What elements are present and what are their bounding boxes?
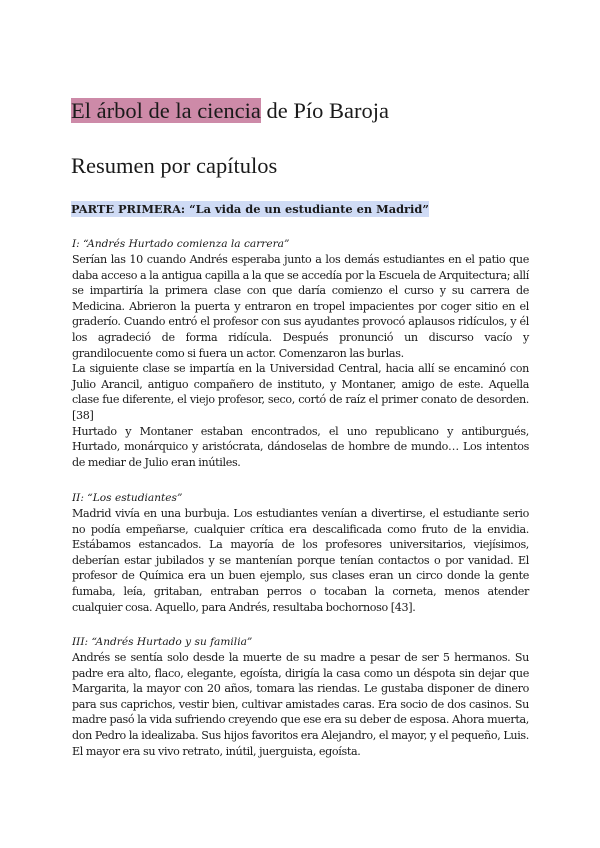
part-heading-text: PARTE PRIMERA: “La vida de un estudiante en Madrid”: [71, 202, 429, 216]
chapter-paragraph: La siguiente clase se impartía en la Universidad Central, hacia allí se encaminó con Julio Arancil, antiguo compañero de instituto, y Montaner, amigo de este. Aquella clase fue diferente, el viejo profesor, seco, cortó de raíz el primer conato de desorden.[38]: [72, 362, 529, 422]
chapter-heading: III: “Andrés Hurtado y su familia”: [72, 636, 253, 648]
chapter-section: [72, 236, 529, 470]
chapter-paragraph: Andrés se sentía solo desde la muerte de su madre a pesar de ser 5 hermanos. Su padre era alto, flaco, elegante, egoísta, dirigía la casa como un déspota sin dejar que Margarita, la mayor con 20 años, tomara las riendas. Le gustaba disponer de dinero para sus caprichos, vestir bien, cultivar amistades caras. Era socio de dos casinos. Su madre pasó la vida sufriendo creyendo que ese era su deber de esposa. Ahora muerta, don Pedro la idealizaba. Sus hijos favoritos era Alejandro, el mayor, y el pequeño, Luis. El mayor era su vivo retrato, inútil, juerguista, egoísta.: [72, 651, 529, 758]
chapter-paragraph: Hurtado y Montaner estaban encontrados, el uno republicano y antiburgués, Hurtado, monárquico y aristócrata, dándoselas de hombre de mundo… Los intentos de mediar de Julio eran inútiles.: [72, 424, 529, 469]
chapter-section: [72, 490, 529, 615]
chapter-heading: II: “Los estudiantes”: [72, 492, 183, 504]
part-heading: [71, 201, 429, 217]
document-title: [71, 97, 389, 125]
chapter-paragraph: Serían las 10 cuando Andrés esperaba junto a los demás estudiantes en el patio que daba acceso a la antigua capilla a la que se accedía por la Escuela de Arquitectura; allí se impartiría la primera clase con que daría comienzo el curso y su carrera de Medicina. Abrieron la puerta y entraron en tropel impacientes por coger sitio en el graderío. Cuando entró el profesor con sus ayudantes provocó aplausos ridículos, y él los agradeció de forma ridícula. Después pronunció un discurso vacío y grandilocuente como si fuera un actor. Comenzaron las burlas.: [72, 253, 529, 360]
chapter-paragraph: Madrid vivía en una burbuja. Los estudiantes venían a divertirse, el estudiante serio no podía empeñarse, cualquier crítica era descalificada como fruto de la envidia. Estábamos estancados. La mayoría de los profesores universitarios, viejísimos, deberían estar jubilados y se mantenían porque tenían contactos o por vanidad. El profesor de Química era un buen ejemplo, sus clases eran un circo donde la gente fumaba, leía, gritaban, entraban perros o tocaban la corneta, menos atender cualquier cosa. Aquello, para Andrés, resultaba bochornoso [43].: [72, 507, 529, 614]
chapter-heading: I: “Andrés Hurtado comienza la carrera”: [72, 238, 290, 250]
document-subtitle: Resumen por capítulos: [71, 153, 278, 178]
title-author: de Pío Baroja: [260, 98, 390, 123]
title-highlight: El árbol de la ciencia: [71, 98, 261, 123]
chapter-section: [72, 634, 529, 759]
